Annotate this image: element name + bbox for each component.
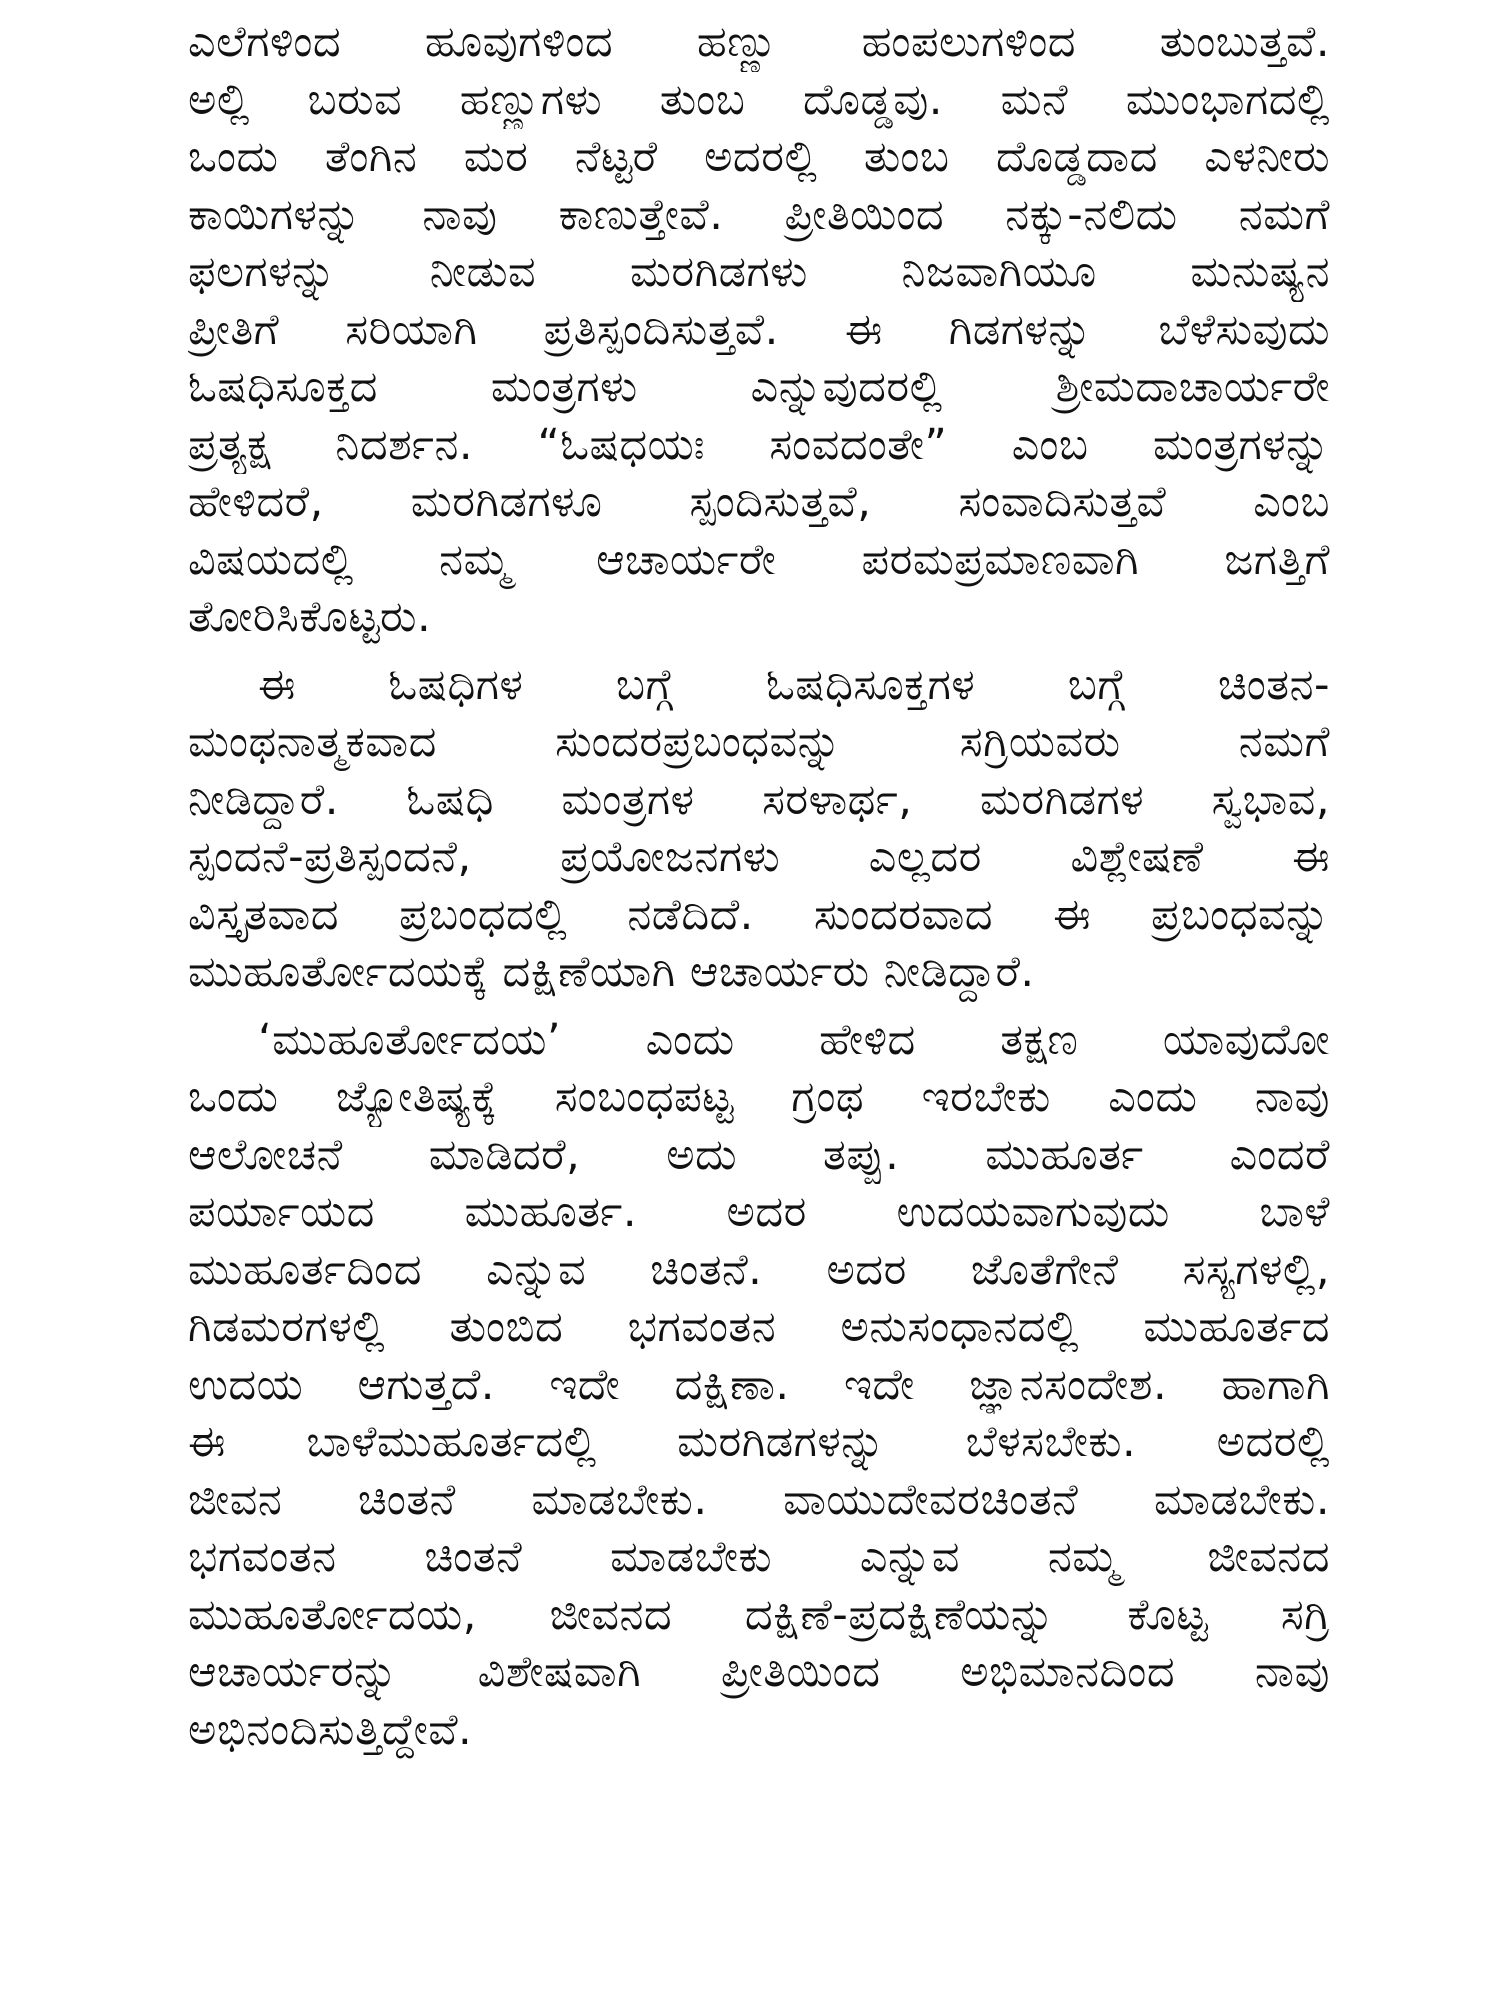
text-line: ಓಷಧಿಸೂಕ್ತದ ಮಂತ್ರಗಳು ಎನ್ನುವುದರಲ್ಲಿ ಶ್ರೀಮದಾಚಾರ್ಯರೇ (188, 362, 1330, 412)
text-line: ಉದಯ ಆಗುತ್ತದೆ. ಇದೇ ದಕ್ಷಿಣಾ. ಇದೇ ಜ್ಞಾನಸಂದೇಶ. ಹಾಗಾಗಿ (188, 1359, 1330, 1410)
text-line: ಮಂಥನಾತ್ಮಕವಾದ ಸುಂದರಪ್ರಬಂಧವನ್ನು ಸಗ್ರಿಯವರು ನಮಗೆ (188, 717, 1330, 767)
text-line: ಫಲಗಳನ್ನು ನೀಡುವ ಮರಗಿಡಗಳು ನಿಜವಾಗಿಯೂ ಮನುಷ್ಯನ (188, 247, 1330, 297)
text-line: ಮುಹೂರ್ತದಿಂದ ಎನ್ನುವ ಚಿಂತನೆ. ಅದರ ಜೊತೆಗೇನೆ ಸಸ್ಯಗಳಲ್ಲಿ, (188, 1244, 1330, 1295)
paragraph-spacer (188, 647, 1330, 657)
paragraph-2 (188, 657, 1330, 1002)
paragraph-1 (188, 14, 1330, 647)
paragraph-spacer (188, 1002, 1330, 1012)
text-line: ಆಲೋಚನೆ ಮಾಡಿದರೆ, ಅದು ತಪ್ಪು. ಮುಹೂರ್ತ ಎಂದರೆ (188, 1129, 1330, 1180)
text-line: ಹೇಳಿದರೆ, ಮರಗಿಡಗಳೂ ಸ್ಪಂದಿಸುತ್ತವೆ, ಸಂವಾದಿಸುತ್ತವೆ ಎಂಬ (188, 477, 1330, 527)
text-line: ‘ಮುಹೂರ್ತೋದಯ’ ಎಂದು ಹೇಳಿದ ತಕ್ಷಣ ಯಾವುದೋ (258, 1014, 1330, 1065)
text-line: ಜೀವನ ಚಿಂತನೆ ಮಾಡಬೇಕು. ವಾಯುದೇವರಚಿಂತನೆ ಮಾಡಬೇಕು. (188, 1474, 1330, 1525)
text-line: ಗಿಡಮರಗಳಲ್ಲಿ ತುಂಬಿದ ಭಗವಂತನ ಅನುಸಂಧಾನದಲ್ಲಿ ಮುಹೂರ್ತದ (188, 1302, 1330, 1352)
text-line: ಒಂದು ಜ್ಯೋತಿಷ್ಯಕ್ಕೆ ಸಂಬಂಧಪಟ್ಟ ಗ್ರಂಥ ಇರಬೇಕು ಎಂದು ನಾವು (188, 1072, 1330, 1122)
text-line: ಆಚಾರ್ಯರನ್ನು ವಿಶೇಷವಾಗಿ ಪ್ರೀತಿಯಿಂದ ಅಭಿಮಾನದಿಂದ ನಾವು (188, 1647, 1330, 1697)
text-line: ಪ್ರತ್ಯಕ್ಷ ನಿದರ್ಶನ. “ಓಷಧಯಃ ಸಂವದಂತೇ” ಎಂಬ ಮಂತ್ರಗಳನ್ನು (188, 419, 1330, 470)
text-line: ತೋರಿಸಿಕೊಟ್ಟರು. (188, 592, 432, 642)
text-line: ಮುಹೂರ್ತೋದಯ, ಜೀವನದ ದಕ್ಷಿಣೆ-ಪ್ರದಕ್ಷಿಣೆಯನ್ನು ಕೊಟ್ಟ ಸಗ್ರಿ (188, 1589, 1330, 1640)
text-line: ಕಾಯಿಗಳನ್ನು ನಾವು ಕಾಣುತ್ತೇವೆ. ಪ್ರೀತಿಯಿಂದ ನಕ್ಕು-ನಲಿದು ನಮಗೆ (188, 189, 1330, 240)
text-line: ಭಗವಂತನ ಚಿಂತನೆ ಮಾಡಬೇಕು ಎನ್ನುವ ನಮ್ಮ ಜೀವನದ (188, 1532, 1330, 1582)
text-line: ಎಲೆಗಳಿಂದ ಹೂವುಗಳಿಂದ ಹಣ್ಣು ಹಂಪಲುಗಳಿಂದ ತುಂಬುತ್ತವೆ. (188, 17, 1330, 67)
text-line: ಪರ್ಯಾಯದ ಮುಹೂರ್ತ. ಅದರ ಉದಯವಾಗುವುದು ಬಾಳೆ (188, 1187, 1330, 1237)
text-line: ಒಂದು ತೆಂಗಿನ ಮರ ನೆಟ್ಟರೆ ಅದರಲ್ಲಿ ತುಂಬ ದೊಡ್ಡದಾದ ಎಳನೀರು (188, 132, 1330, 182)
text-line: ನೀಡಿದ್ದಾರೆ. ಓಷಧಿ ಮಂತ್ರಗಳ ಸರಳಾರ್ಥ, ಮರಗಿಡಗಳ ಸ್ವಭಾವ, (188, 774, 1330, 825)
text-line: ಈ ಬಾಳೆಮುಹೂರ್ತದಲ್ಲಿ ಮರಗಿಡಗಳನ್ನು ಬೆಳಸಬೇಕು. ಅದರಲ್ಲಿ (188, 1417, 1330, 1467)
paragraph-3 (188, 1012, 1330, 1760)
text-line: ಈ ಓಷಧಿಗಳ ಬಗ್ಗೆ ಓಷಧಿಸೂಕ್ತಗಳ ಬಗ್ಗೆ ಚಿಂತನ- (258, 659, 1330, 710)
text-line: ಸ್ಪಂದನೆ-ಪ್ರತಿಸ್ಪಂದನೆ, ಪ್ರಯೋಜನಗಳು ಎಲ್ಲದರ ವಿಶ್ಲೇಷಣೆ ಈ (188, 832, 1330, 882)
text-line: ಅಭಿನಂದಿಸುತ್ತಿದ್ದೇವೆ. (188, 1704, 473, 1755)
text-line: ವಿಷಯದಲ್ಲಿ ನಮ್ಮ ಆಚಾರ್ಯರೇ ಪರಮಪ್ರಮಾಣವಾಗಿ ಜಗತ್ತಿಗೆ (188, 534, 1330, 585)
text-line: ವಿಸ್ತೃತವಾದ ಪ್ರಬಂಧದಲ್ಲಿ ನಡೆದಿದೆ. ಸುಂದರವಾದ ಈ ಪ್ರಬಂಧವನ್ನು (188, 889, 1330, 940)
text-line: ಪ್ರೀತಿಗೆ ಸರಿಯಾಗಿ ಪ್ರತಿಸ್ಪಂದಿಸುತ್ತವೆ. ಈ ಗಿಡಗಳನ್ನು ಬೆಳೆಸುವುದು (188, 304, 1330, 355)
text-line: ಅಲ್ಲಿ ಬರುವ ಹಣ್ಣುಗಳು ತುಂಬ ದೊಡ್ಡವು. ಮನೆ ಮುಂಭಾಗದಲ್ಲಿ (188, 74, 1330, 125)
text-line: ಮುಹೂರ್ತೋದಯಕ್ಕೆ ದಕ್ಷಿಣೆಯಾಗಿ ಆಚಾರ್ಯರು ನೀಡಿದ್ದಾರೆ. (188, 947, 1035, 997)
document-page (188, 14, 1330, 1986)
